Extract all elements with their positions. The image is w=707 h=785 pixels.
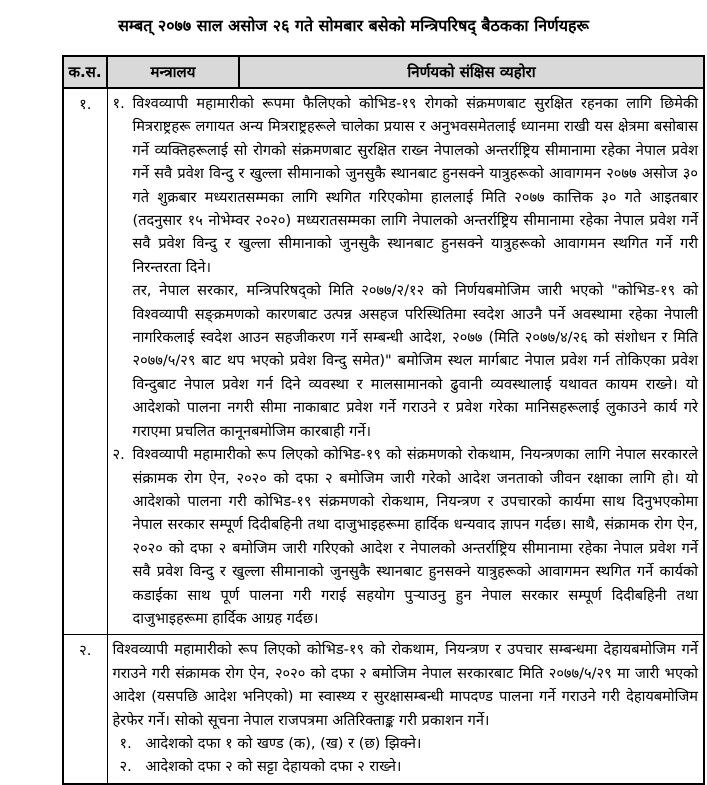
item-number: २. xyxy=(112,446,125,464)
list-item xyxy=(113,755,699,778)
decision-cell xyxy=(107,635,704,784)
decision-paragraph: तर, नेपाल सरकार, मन्त्रिपरिषद्को मिति २०७७/२/१२ को निर्णयबमोजिम जारी भएको "कोभिड-१९ को विश्वव्यापी सङ्क्रमणको कारणबाट उत्पन्न असहज परिस्थितिमा स्वदेश आउनै पर्ने अवस्थामा रहेका नेपाली नागरिकलाई स्वदेश आउन सहजीकरण गर्ने सम्बन्धी आदेश, २०७७ (मिति २०७७/४/२६ को संशोधन र मिति २०७७/५/२९ बाट थप भएको प्रवेश विन्दु समेत)" बमोजिम स्थल मार्गबाट नेपाल प्रवेश गर्न तोकिएका प्रवेश विन्दुबाट नेपाल प्रवेश गर्न दिने व्यवस्था र मालसामानको ढुवानी व्यवस्थालाई यथावत कायम राख्ने। यो आदेशको पालना नगरी सीमा नाकाबाट प्रवेश गर्ने गराउने र प्रवेश गरेका मानिसहरूलाई लुकाउने कार्य गरे गराएमा प्रचलित कानूनबमोजिम कारबाही गर्ने। xyxy=(132,282,698,440)
list-item xyxy=(113,443,699,630)
item-body xyxy=(133,443,699,630)
decision-paragraph: आदेशको दफा २ को सट्टा देहायको दफा २ राख्ने। xyxy=(145,758,402,776)
header-decision-summary: निर्णयको संक्षिस व्यहोरा xyxy=(239,56,704,88)
item-number: १. xyxy=(112,95,125,112)
table-header-row xyxy=(63,56,704,88)
item-number: २. xyxy=(119,758,132,776)
item-number: १. xyxy=(119,734,132,752)
item-body xyxy=(146,732,699,755)
decision-cell xyxy=(107,88,704,635)
list-item xyxy=(113,92,699,443)
page-title: सम्बत् २०७७ साल असोज २६ गते सोमबार बसेको मन्त्रिपरिषद् बैठकका निर्णयहरू xyxy=(118,16,589,35)
decisions-table xyxy=(62,55,705,785)
item-body xyxy=(133,92,699,443)
decision-paragraph: आदेशको दफा १ को खण्ड (क), (ख) र (छ) झिक्ने। xyxy=(145,734,422,752)
table-row-2 xyxy=(63,635,704,784)
header-serial-number: क.स. xyxy=(63,56,107,88)
list-item xyxy=(113,732,699,755)
table-row-1 xyxy=(63,88,704,635)
serial-cell: १. xyxy=(63,88,107,635)
decision-paragraph: विश्वव्यापी महामारीको रूप लिएको कोभिड-१९ को संक्रमणको रोकथाम, नियन्त्रणका लागि नेपाल सरकारले संक्रामक रोग ऐन, २०२० को दफा २ बमोजिम जारी गरेको आदेश जनताको जीवन रक्षाका लागि हो। यो आदेशको पालना गरी कोभिड-१९ संक्रमणको रोकथाम, नियन्त्रण र उपचारको कार्यमा साथ दिनुभएकोमा नेपाल सरकार सम्पूर्ण दिदीबहिनी तथा दाजुभाइहरूमा हार्दिक धन्यवाद ज्ञापन गर्दछ। साथै, संक्रामक रोग ऐन, २०२० को दफा २ बमोजिम जारी गरिएको आदेश र नेपालको अन्तर्राष्ट्रिय सीमानामा रहेका नेपाल प्रवेश गर्ने सवै प्रवेश विन्दु र खुल्ला सीमानाको जुनसुकै स्थानबाट हुनसक्ने यात्रुहरूको आवागमन स्थगित गर्ने कार्यको कडाईका साथ पूर्ण पालना गरी गराई सहयोग पुऱ्याउनु हुन नेपाल सरकार सम्पूर्ण दिदीबहिनी तथा दाजुभाइहरूमा हार्दिक आग्रह गर्दछ। xyxy=(132,446,698,627)
decision-paragraph: विश्वव्यापी महामारीको रूप लिएको कोभिड-१९ को रोकथाम, नियन्त्रण र उपचार सम्बन्धमा देहायबमोजिम गर्ने गराउने गरी संक्रामक रोग ऐन, २०२० को दफा २ बमोजिम नेपाल सरकारबाट मिति २०७७/५/२९ मा जारी भएको आदेश (यसपछि आदेश भनिएको) मा स्वास्थ्य र सुरक्षासम्बन्धी मापदण्ड पालना गर्ने गराउने गरी देहायबमोजिम हेरफेर गर्ने। सोको सूचना नेपाल राजपत्रमा अतिरिक्ताङ्क गरी प्रकाशन गर्ने। xyxy=(112,641,698,729)
serial-cell: २. xyxy=(63,635,107,784)
header-ministry: मन्त्रालय xyxy=(107,56,239,88)
decision-paragraph: विश्वव्यापी महामारीको रूपमा फैलिएको कोभिड-१९ रोगको संक्रमणबाट सुरक्षित रहनका लागि छिमेकी मित्रराष्ट्रहरू लगायत अन्य मित्रराष्ट्रहरूले चालेका प्रयास र अनुभवसमेतलाई ध्यानमा राखी यस क्षेत्रमा बसोबास गर्ने व्यक्तिहरूलाई सो रोगको संक्रमणबाट सुरक्षित राख्न नेपालको अन्तर्राष्ट्रिय सीमानामा रहेका नेपाल प्रवेश गर्ने सवै प्रवेश विन्दु र खुल्ला सीमानाको जुनसुकै स्थानबाट हुनसक्ने यात्रुहरूको आवागमन २०७७ असोज ३० गते शुक्रबार मध्यरातसम्मका लागि स्थगित गरिएकोमा हाललाई मिति २०७७ कात्तिक ३० गते आइतबार (तदनुसार १५ नोभेम्वर २०२०) मध्यरातसम्मका लागि नेपालको अन्तर्राष्ट्रिय सीमानामा रहेका नेपाल प्रवेश गर्ने सवै प्रवेश विन्दु र खुल्ला सीमानाको जुनसुकै स्थानबाट हुनसक्ने यात्रुहरूको आवागमन स्थगित गर्ने गरी निरन्तरता दिने। xyxy=(132,95,698,276)
item-body xyxy=(146,755,699,778)
